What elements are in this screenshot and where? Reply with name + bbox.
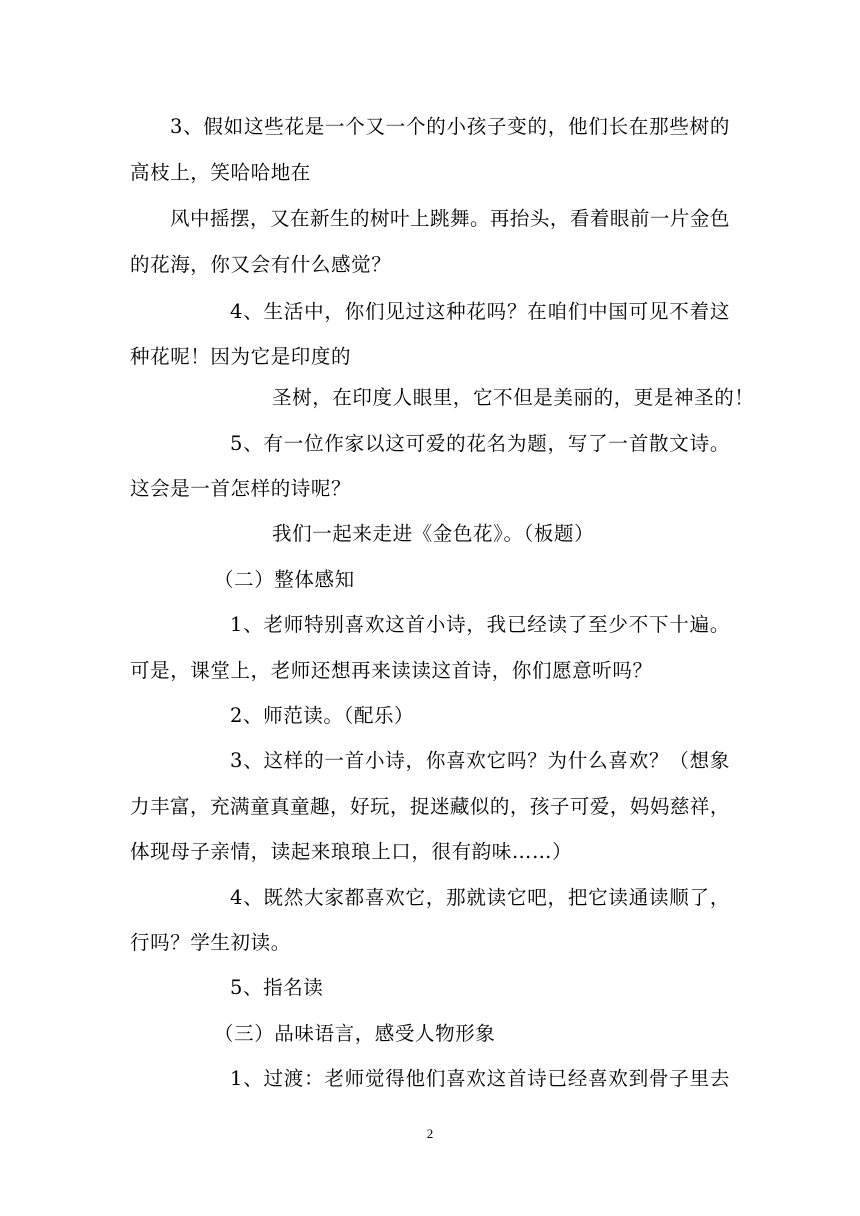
text-line: 种花呢！因为它是印度的 [130, 345, 352, 368]
text-line: 2、师范读。（配乐） [230, 704, 415, 727]
section-heading: （三）品味语言，感受人物形象 [214, 1022, 496, 1045]
text-line: 的花海，你又会有什么感觉？ [130, 253, 392, 276]
text-line: 3、这样的一首小诗，你喜欢它吗？为什么喜欢？（想象 [230, 749, 731, 772]
text-line: 4、既然大家都喜欢它，那就读它吧，把它读通读顺了， [230, 886, 731, 909]
text-line: 风中摇摆，又在新生的树叶上跳舞。再抬头，看着眼前一片金色 [170, 207, 730, 230]
text-line: 可是，课堂上，老师还想再来读读这首诗，你们愿意听吗？ [130, 659, 653, 682]
text-line: 5、指名读 [230, 976, 324, 999]
text-line: 圣树，在印度人眼里，它不但是美丽的，更是神圣的！ [272, 386, 755, 409]
text-line: 1、过渡：老师觉得他们喜欢这首诗已经喜欢到骨子里去 [230, 1067, 731, 1090]
text-line: 5、有一位作家以这可爱的花名为题，写了一首散文诗。 [230, 432, 731, 455]
text-line: 4、生活中，你们见过这种花吗？在咱们中国可见不着这 [230, 300, 731, 323]
text-line: 3、假如这些花是一个又一个的小孩子变的，他们长在那些树的 [170, 115, 731, 138]
text-line: 行吗？学生初读。 [130, 931, 291, 954]
text-line: 这会是一首怎样的诗呢？ [130, 477, 352, 500]
text-line: 我们一起来走进《金色花》。（板题） [272, 522, 595, 545]
page-number: 2 [426, 1126, 434, 1141]
text-line: 力丰富，充满童真童趣，好玩，捉迷藏似的，孩子可爱，妈妈慈祥， [130, 795, 730, 818]
text-line: 体现母子亲情，读起来琅琅上口，很有韵味……） [130, 840, 573, 863]
text-line: 高枝上，笑哈哈地在 [130, 161, 311, 184]
section-heading: （二）整体感知 [214, 568, 355, 591]
text-line: 1、老师特别喜欢这首小诗，我已经读了至少不下十遍。 [230, 613, 731, 636]
